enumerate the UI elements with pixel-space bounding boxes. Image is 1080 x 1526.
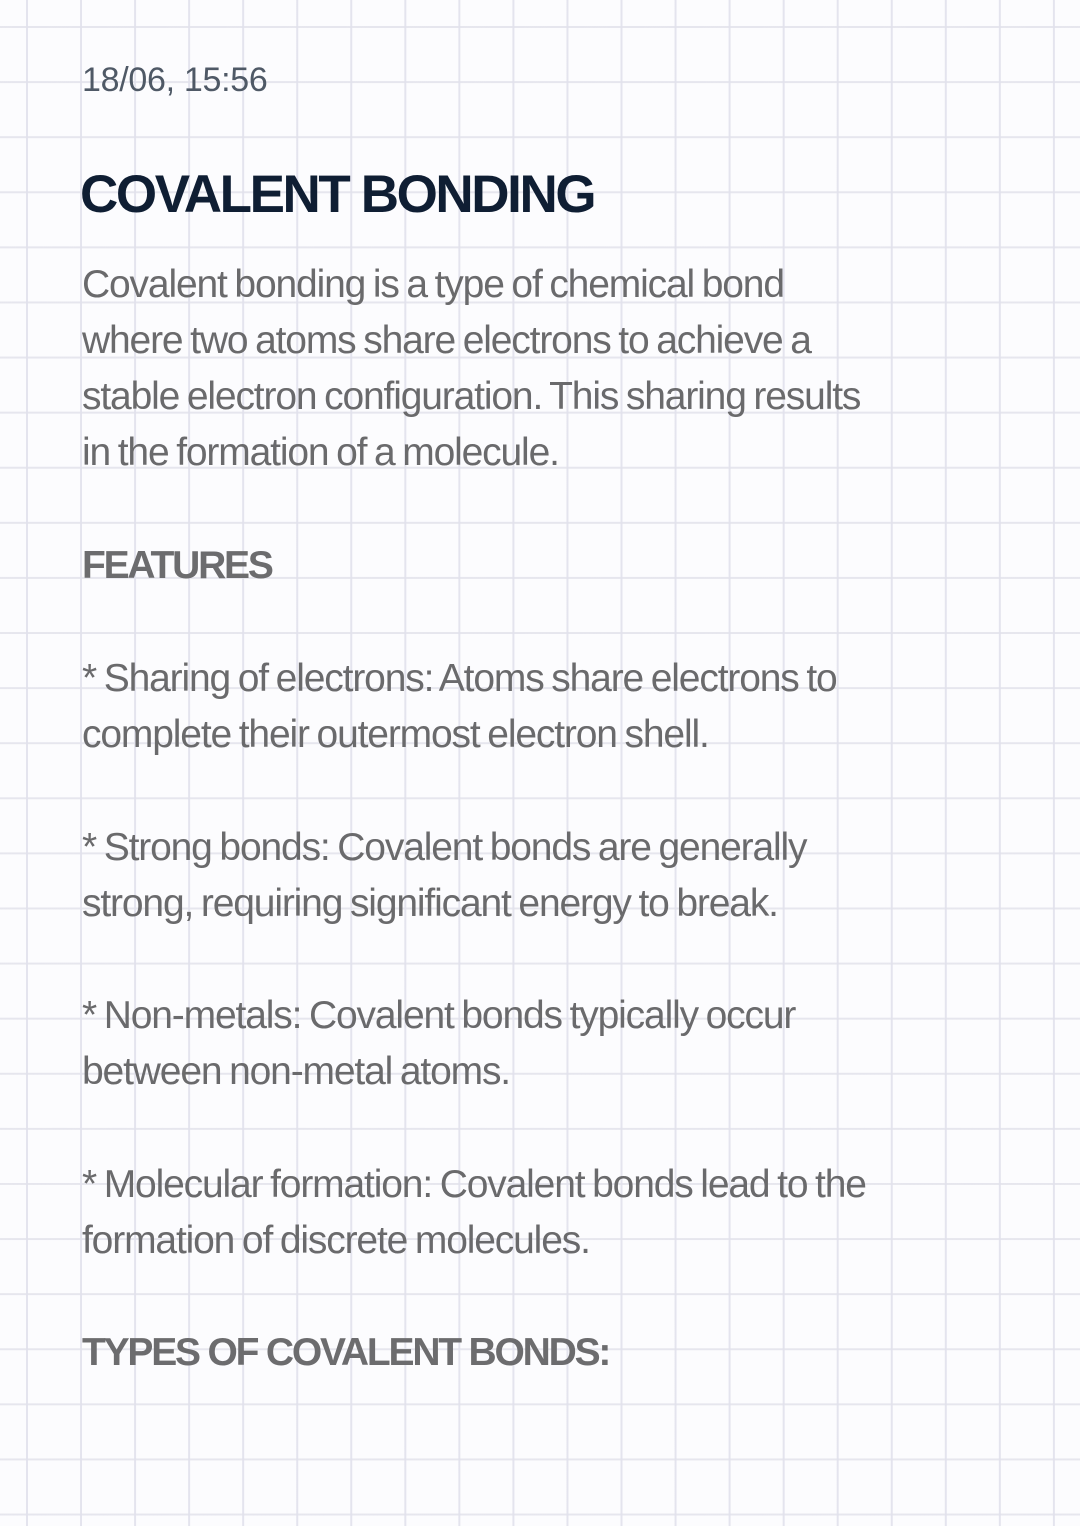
feature-line: strong, requiring significant energy to break. [82,882,778,925]
intro-paragraph [82,257,860,481]
features-heading: FEATURES [82,544,272,587]
feature-line: complete their outermost electron shell. [82,713,709,756]
note-title: COVALENT BONDING [80,165,595,224]
types-heading: TYPES OF COVALENT BONDS: [82,1331,610,1374]
intro-line: in the formation of a molecule. [82,431,559,474]
feature-item-non-metals [82,988,795,1100]
intro-line: where two atoms share electrons to achieve a [82,319,811,362]
feature-item-sharing-of-electrons [82,651,837,763]
feature-line: * Sharing of electrons: Atoms share electrons to [82,657,837,700]
intro-line: Covalent bonding is a type of chemical bond [82,263,784,306]
feature-line: formation of discrete molecules. [82,1219,590,1262]
feature-line: * Non-metals: Covalent bonds typically occur [82,994,796,1037]
feature-line: * Strong bonds: Covalent bonds are generally [82,826,807,869]
feature-line: between non-metal atoms. [82,1050,510,1093]
feature-line: * Molecular formation: Covalent bonds lead to the [82,1163,866,1206]
feature-item-strong-bonds [82,820,806,932]
intro-line: stable electron configuration. This sharing results [82,375,861,418]
note-timestamp: 18/06, 15:56 [82,61,268,99]
feature-item-molecular-formation [82,1157,866,1269]
